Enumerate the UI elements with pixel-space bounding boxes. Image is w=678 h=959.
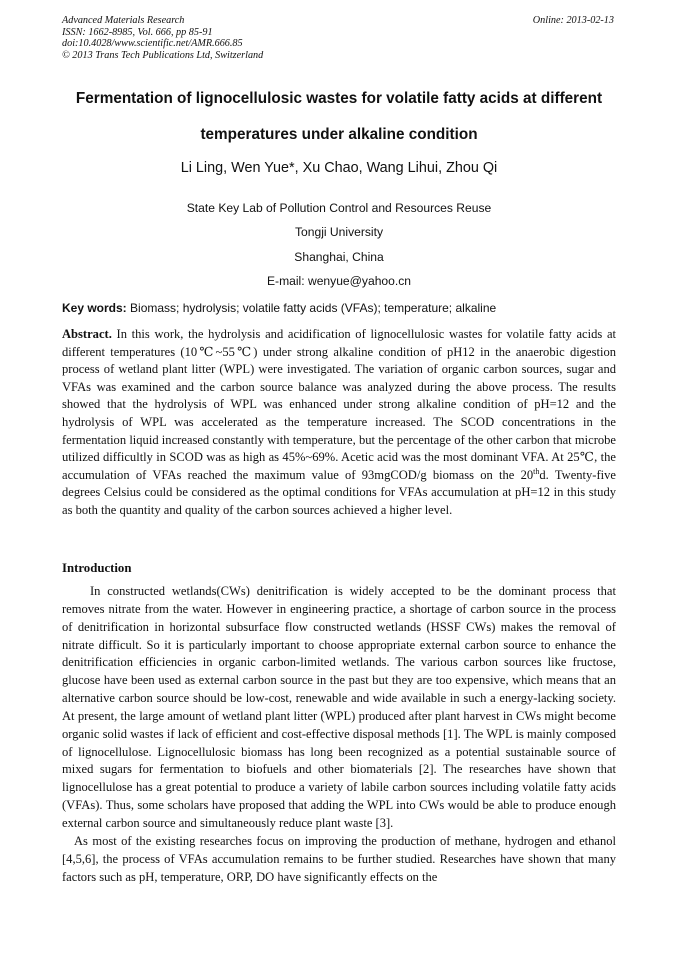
intro-paragraph-1: In constructed wetlands(CWs) denitrification is widely accepted to be the dominant process that removes nitrate from the water. However in engineering practice, a shortage of carbon source in the process of denitrification in horizontal subsurface flow constructed wetlands (HSSF CWs) makes the removal of nitrate difficult. So it is particularly important to choose appropriate external carbon source to enhance the denitrification efficiencies in organic carbon-limited wetlands. The various carbon sources like fructose, glucose have been used as external carbon source in the past but they are too expensive, which means that an alternative carbon source should be low-cost, renewable and wide available in such a energy-lacking society. At present, the large amount of wetland plant litter (WPL) produced after plant harvest in CWs might become organic solid wastes if lack of efficient and cost-effective disposal methods [1]. The WPL is mainly composed of lignocellulose. Lignocellulosic biomass has long been recognized as a potential sustainable source of mixed sugars for fermentation to biofuels and other biomaterials [2]. The researches have shown that lignocellulose has a great potential to produce a variety of labile carbon sources including volatile fatty acids (VFAs). Thus, some scholars have proposed that adding the WPL into CWs would be able to produce enough external carbon source and simultaneously reduce plant waste [3]. — [62, 584, 616, 830]
affiliation-university: Tongji University — [294, 225, 384, 240]
title-line-2: temperatures under alkaline condition — [200, 126, 478, 143]
author-list: Li Ling, Wen Yue*, Xu Chao, Wang Lihui, Zhou Qi — [180, 160, 498, 176]
doi-line: doi:10.4028/www.scientific.net/AMR.666.85 — [62, 38, 243, 50]
affiliation-email: E-mail: wenyue@yahoo.cn — [266, 273, 412, 288]
abstract-label: Abstract. — [62, 327, 112, 341]
section-heading-introduction: Introduction — [62, 561, 132, 575]
journal-name: Advanced Materials Research — [62, 15, 185, 26]
introduction-body — [62, 583, 616, 886]
affiliation-block — [120, 196, 558, 293]
online-date: Online: 2013-02-13 — [532, 15, 614, 26]
copyright-line: © 2013 Trans Tech Publications Ltd, Switzerland — [62, 49, 264, 61]
affiliation-lab: State Key Lab of Pollution Control and Resources Reuse — [186, 201, 492, 215]
abstract-text-part2: d. Twenty-five degrees Celsius could be considered as the optimal conditions for VFAs accumulation at pH=12 in this study as both the quantity and quality of the carbon sources achieved a higher level. — [62, 467, 616, 517]
journal-header — [62, 15, 263, 61]
keywords-line — [62, 301, 618, 315]
keywords-label: Key words: — [62, 301, 127, 315]
abstract-text-part1: In this work, the hydrolysis and acidification of lignocellulosic wastes for volatile fatty acids at different temperatures (10℃~55℃) under strong alkaline condition of pH12 in the anaerobic digestion process of wetland plant litter (WPL) were investigated. The variation of organic carbon sources, sugar and VFAs was examined and the carbon source balance was analyzed during the above process. The results showed that the hydrolysis of WPL was enhanced under strong alkaline condition of pH=12 and the hydrolysis of WPL was accelerated as the temperature increased. The SCOD concentrations in the fermentation liquid increased constantly with temperature, but the percentage of the other carbon that microbe utilized difficultly in SCOD was as high as 45%~69%. Acetic acid was the most dominant VFA. At 25℃, the accumulation of VFAs reached the maximum value of 93mgCOD/g biomass on the 20 — [62, 327, 616, 482]
intro-paragraph-2: As most of the existing researches focus on improving the production of methane, hydrogen and ethanol [4,5,6], the process of VFAs accumulation remains to be further studied. Researches have shown that many factors such as pH, temperature, ORP, DO have significantly effects on the — [62, 833, 616, 884]
affiliation-city: Shanghai, China — [294, 249, 384, 264]
title-line-1: Fermentation of lignocellulosic wastes for volatile fatty acids at different — [75, 90, 603, 107]
paper-title — [40, 89, 638, 145]
issn-line: ISSN: 1662-8985, Vol. 666, pp 85-91 — [62, 26, 213, 38]
abstract-superscript: th — [533, 466, 540, 476]
keywords-text: Biomass; hydrolysis; volatile fatty acids (VFAs); temperature; alkaline — [130, 301, 497, 315]
abstract-paragraph — [62, 326, 616, 520]
